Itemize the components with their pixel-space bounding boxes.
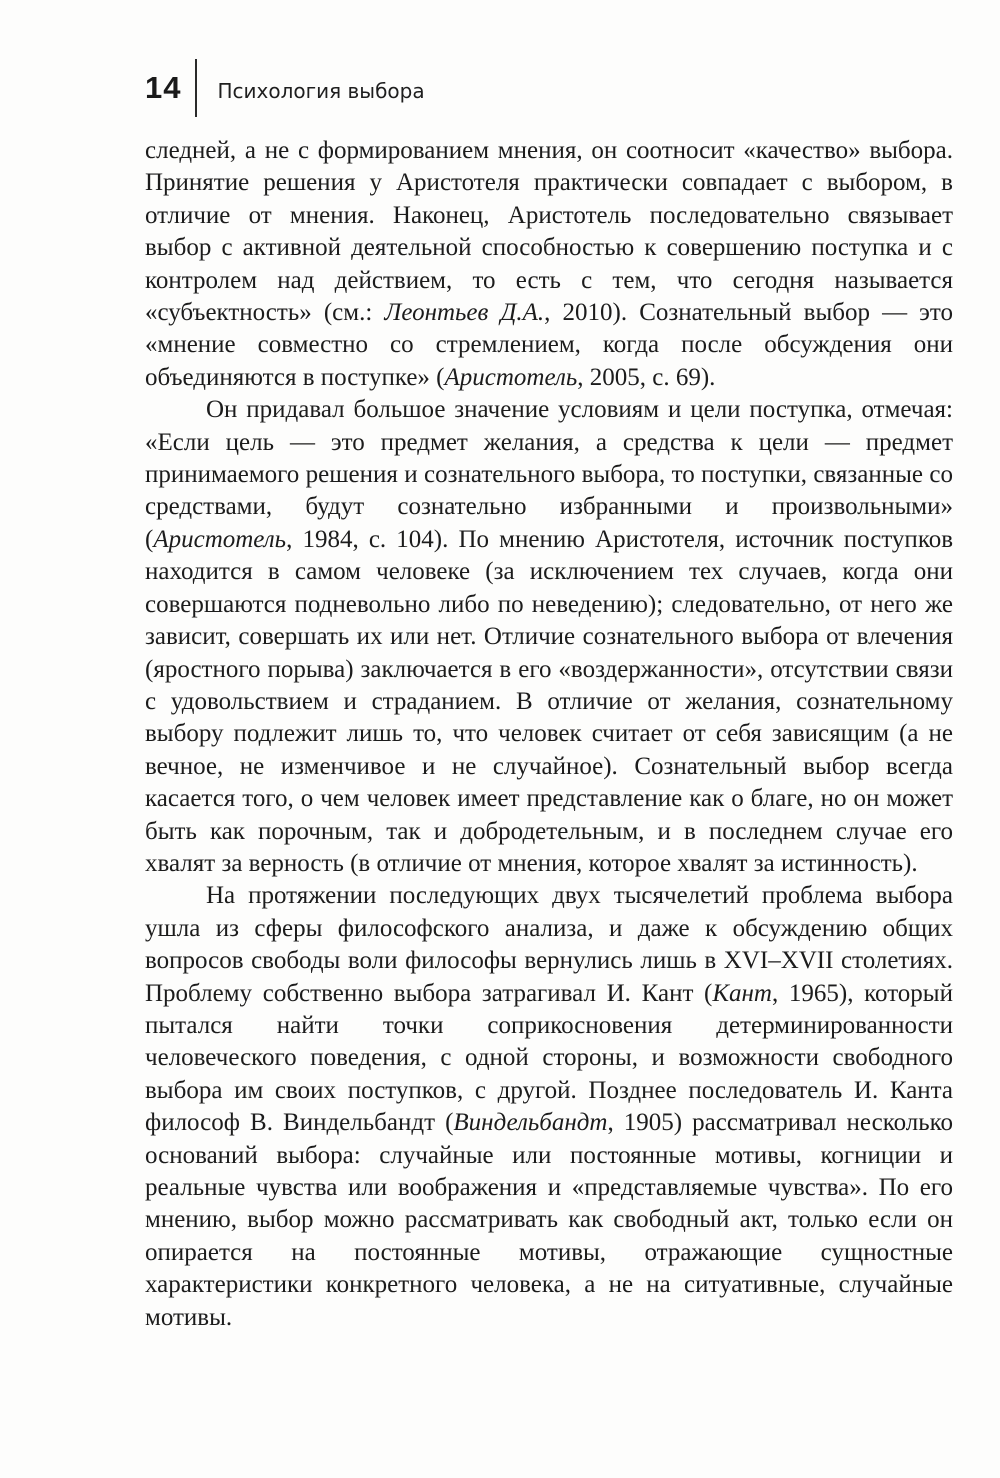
running-head	[145, 52, 425, 124]
text-run: , 1965), который пытался найти точки соприкосновения детерминированности человеческого поведения, с одной стороны, и возможности свободного выбора им своих поступков, с другой. Позднее последователь И. Канта философ В. Виндельбандт (	[145, 979, 953, 1137]
paragraph-2	[145, 394, 953, 880]
page-number: 14	[145, 70, 182, 105]
citation-author: Кант	[712, 979, 772, 1007]
text-run: , 1984, с. 104). По мнению Аристотеля, источник поступков находится в самом человеке (за исключением тех случаев, когда они совершаются подневольно либо по неведению); следовательно, от него же зависит, совершать их или нет. Отличие сознательного выбора от влечения (яростного порыва) заключается в его «воздержанности», отсутствии связи с удовольствием и страданием. В отличие от желания, сознательному выбору подлежит лишь то, что человек считает от себя зависящим (а не вечное, не изменчивое и не случайное). Сознательный выбор всегда касается того, о чем человек имеет представление как о благе, но он может быть как порочным, так и добродетельным, и в последнем случае его хвалят за верность (в отличие от мнения, которое хвалят за истинность).	[145, 525, 953, 877]
section-title: Психология выбора	[217, 79, 425, 103]
paragraph-3	[145, 880, 953, 1334]
citation-author: Леонтьев Д.А.	[384, 299, 545, 327]
header-divider	[195, 59, 197, 117]
text-run: следней, а не с формированием мнения, он соотносит «качество» выбора. Принятие решения у Аристотеля практически совпадает с выбором, в отличие от мнения. Наконец, Аристотель последовательно связывает выбор с активной деятельной способностью к совершению поступка и с контролем над действием, то есть с тем, что сегодня называется «субъектность» (см.:	[145, 137, 953, 327]
citation-author: Аристотель	[444, 363, 578, 391]
text-run: На протяжении последующих двух тысячелетий проблема выбора ушла из сферы философского анализа, и даже к обсуждению общих вопросов свободы воли философы вернулись лишь в XVI–XVII столетиях. Проблему собственно выбора затрагивал И. Кант (	[145, 882, 953, 1007]
text-run: , 1905) рассматривал несколько оснований выбора: случайные или постоянные мотивы, когниции и реальные чувства или воображения и «представляемые чувства». По его мнению, выбор можно рассматривать как свободный акт, только если он опирается на постоянные мотивы, отражающие сущностные характеристики конкретного человека, а не на ситуативные, случайные мотивы.	[145, 1109, 953, 1331]
text-run: , 2005, с. 69).	[577, 363, 716, 391]
citation-author: Виндельбандт	[453, 1109, 608, 1137]
text-run: , 2010). Сознательный выбор — это «мнение совместно со стремлением, когда после обсуждения они объединяются в поступке» (	[145, 299, 953, 391]
body-text	[145, 135, 953, 1334]
paragraph-1	[145, 135, 953, 394]
text-run: Он придавал большое значение условиям и цели поступка, отмечая: «Если цель — это предмет желания, а средства к цели — предмет принимаемого решения и сознательного выбора, то поступки, связанные со средствами, будут сознательно избранными и произвольными» (	[145, 396, 953, 553]
citation-author: Аристотель	[153, 525, 287, 553]
